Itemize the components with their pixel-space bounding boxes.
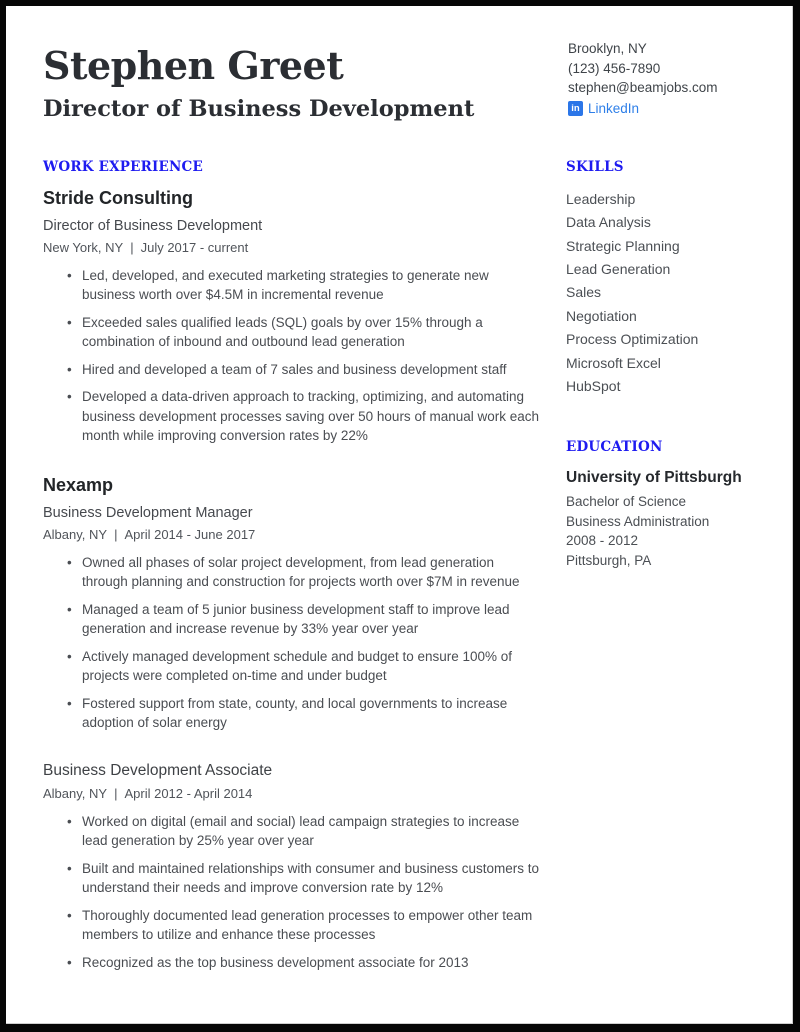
person-name: Stephen Greet bbox=[43, 43, 344, 88]
work-experience-section bbox=[43, 159, 543, 973]
contact-phone: (123) 456-7890 bbox=[568, 60, 661, 76]
job-title: Director of Business Development bbox=[43, 217, 263, 234]
separator: | bbox=[130, 239, 134, 255]
job-dates: April 2012 - April 2014 bbox=[124, 785, 253, 801]
company-name: Stride Consulting bbox=[43, 187, 193, 208]
education-school: University of Pittsburgh bbox=[566, 469, 742, 487]
contact-location: Brooklyn, NY bbox=[568, 41, 647, 56]
linkedin-row[interactable] bbox=[568, 99, 763, 119]
contact-block bbox=[568, 39, 763, 118]
separator: | bbox=[114, 526, 118, 542]
job-dates: July 2017 - current bbox=[140, 239, 249, 255]
job-bullet-list bbox=[43, 553, 543, 733]
bullet-item: • Fostered support from state, county, and local governments to increase adoption of solar energy bbox=[43, 694, 543, 733]
job-meta bbox=[43, 240, 543, 255]
education-major: Business Administration bbox=[566, 513, 710, 529]
job-entry-nexamp bbox=[43, 475, 543, 733]
skills-heading: SKILLS bbox=[566, 158, 624, 175]
sidebar-column bbox=[566, 159, 763, 973]
skill-item: Microsoft Excel bbox=[566, 354, 661, 371]
separator: | bbox=[114, 785, 118, 801]
education-dates: 2008 - 2012 bbox=[566, 533, 639, 549]
job-meta bbox=[43, 786, 543, 801]
skills-list bbox=[566, 188, 763, 399]
bullet-item: • Thoroughly documented lead generation processes to empower other team members to utilize and enhance these processes bbox=[43, 906, 543, 945]
skill-item: Sales bbox=[566, 284, 602, 301]
work-experience-heading: WORK EXPERIENCE bbox=[43, 158, 203, 175]
bullet-item: • Developed a data-driven approach to tracking, optimizing, and automating business development processes saving over 50 hours of manual work each month while improving conversion rates by 22% bbox=[43, 387, 543, 446]
bullet-item: • Actively managed development schedule and budget to ensure 100% of projects were completed on-time and under budget bbox=[43, 647, 543, 686]
education-section bbox=[566, 439, 763, 570]
person-role: Director of Business Development bbox=[43, 95, 475, 122]
education-heading: EDUCATION bbox=[566, 439, 663, 456]
job-entry-associate bbox=[43, 762, 543, 973]
skill-item: HubSpot bbox=[566, 377, 621, 394]
bullet-item: • Hired and developed a team of 7 sales and business development staff bbox=[43, 360, 543, 380]
skill-item: Lead Generation bbox=[566, 260, 671, 277]
company-name: Nexamp bbox=[43, 474, 114, 495]
resume-body bbox=[43, 159, 763, 973]
skills-section bbox=[566, 159, 763, 399]
skill-item: Process Optimization bbox=[566, 331, 699, 348]
skill-item: Strategic Planning bbox=[566, 237, 680, 254]
job-location: Albany, NY bbox=[43, 526, 108, 542]
job-title: Business Development Manager bbox=[43, 504, 253, 521]
job-location: Albany, NY bbox=[43, 785, 108, 801]
bullet-item: • Owned all phases of solar project development, from lead generation through planning and construction for projects worth over $7M in revenue bbox=[43, 553, 543, 592]
job-entry-stride bbox=[43, 188, 543, 446]
job-bullet-list bbox=[43, 812, 543, 973]
job-dates: April 2014 - June 2017 bbox=[124, 526, 256, 542]
job-meta bbox=[43, 527, 543, 542]
education-location: Pittsburgh, PA bbox=[566, 552, 652, 568]
bullet-item: • Managed a team of 5 junior business development staff to improve lead generation and increase revenue by 33% year over year bbox=[43, 600, 543, 639]
name-block bbox=[43, 44, 474, 122]
linkedin-icon: in bbox=[568, 101, 583, 116]
job-bullet-list bbox=[43, 266, 543, 446]
job-location: New York, NY bbox=[43, 239, 124, 255]
skill-item: Negotiation bbox=[566, 307, 637, 324]
linkedin-link[interactable]: LinkedIn bbox=[588, 100, 640, 116]
bullet-item: • Worked on digital (email and social) lead campaign strategies to increase lead generation by 25% year over year bbox=[43, 812, 543, 851]
job-title: Business Development Associate bbox=[43, 761, 273, 779]
contact-email: stephen@beamjobs.com bbox=[568, 80, 718, 95]
bullet-item: • Recognized as the top business development associate for 2013 bbox=[43, 953, 543, 973]
skill-item: Leadership bbox=[566, 190, 636, 207]
skill-item: Data Analysis bbox=[566, 214, 651, 231]
bullet-item: • Built and maintained relationships with consumer and business customers to understand their needs and improve conversion rate by 12% bbox=[43, 859, 543, 898]
resume-header bbox=[43, 41, 763, 122]
bullet-item: • Exceeded sales qualified leads (SQL) goals by over 15% through a combination of inbound and outbound lead generation bbox=[43, 313, 543, 352]
education-degree: Bachelor of Science bbox=[566, 494, 687, 510]
education-details bbox=[566, 492, 763, 570]
bullet-item: • Led, developed, and executed marketing strategies to generate new business worth over $4.5M in incremental revenue bbox=[43, 266, 543, 305]
